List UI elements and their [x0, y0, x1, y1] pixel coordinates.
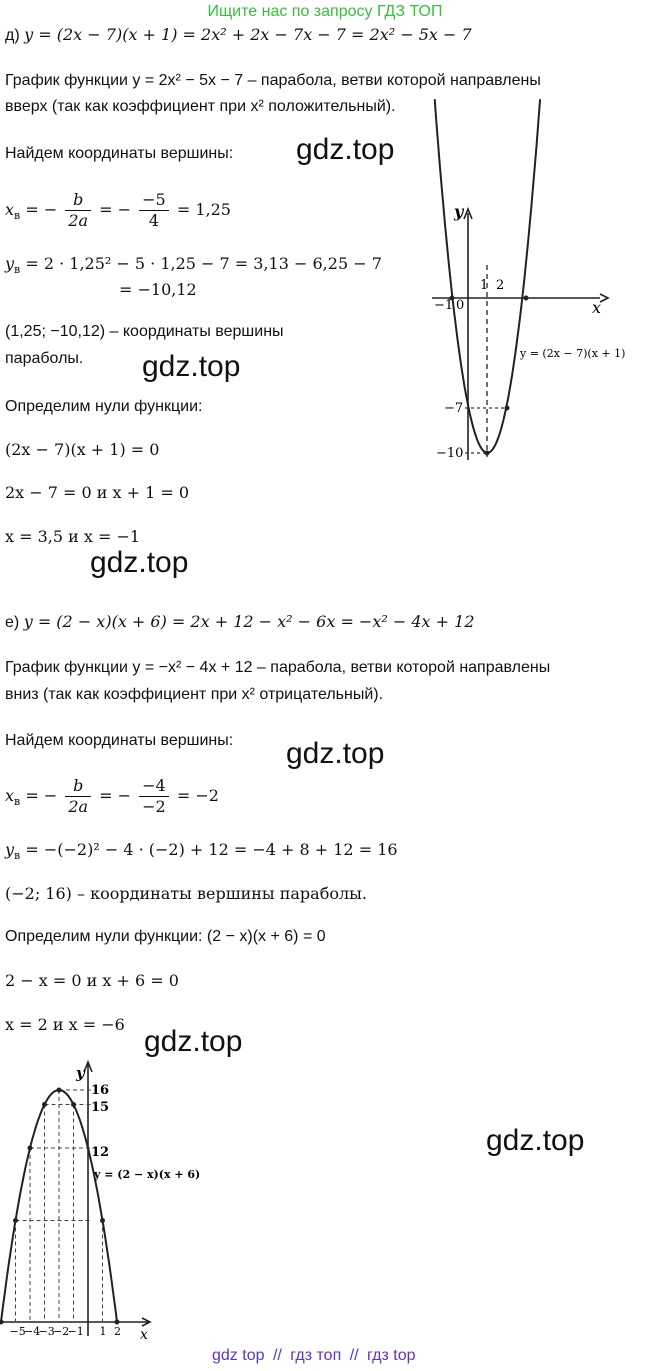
part-e-x-ticks [10, 1325, 122, 1338]
watermark: gdz.top [142, 350, 241, 383]
part-d-vertex-point [485, 451, 490, 456]
part-d-tick-neg10: −10 [436, 446, 464, 461]
part-e-point [28, 1146, 33, 1151]
part-d-label: д) [5, 27, 20, 44]
part-e-point [57, 1088, 62, 1093]
watermark: gdz.top [144, 1025, 243, 1058]
part-e-tick-15: 15 [91, 1100, 110, 1115]
part-d-xv-formula: $x_в$ = − $\frac{b}{2a}$ = − $\frac{-5}{4}$ = 1,25 [5, 190, 231, 230]
part-e-y-label: y [76, 1064, 85, 1082]
part-d-y-label: y [454, 202, 464, 221]
footer-link-2[interactable]: гдз топ [290, 1347, 342, 1364]
part-d-zeros-result: x = 3,5 и x = −1 [5, 527, 141, 546]
part-d-tick-neg1: −1 [434, 298, 454, 313]
part-e-point [115, 1320, 120, 1325]
part-e-label: е) [5, 614, 20, 631]
top-banner[interactable]: Ищите нас по запросу ГДЗ ТОП [207, 3, 443, 20]
watermark: gdz.top [286, 737, 385, 770]
part-e-zeros-result: x = 2 и x = −6 [5, 1015, 125, 1034]
part-e-point [71, 1102, 76, 1107]
part-e-x-tick: −2 [53, 1325, 70, 1338]
part-e-yv-line: $y_в = -(-2)^2 - 4 \cdot (-2) + 12 = -4 + 8 + 12 = 16$ [5, 840, 398, 863]
part-d-equation: y = (2x − 7)(x + 1) = 2x² + 2x − 7x − 7 = 2x² − 5x − 7 [24, 25, 472, 44]
part-d-graph [432, 202, 626, 461]
part-d-equation-line [5, 25, 472, 45]
part-e-point [42, 1102, 47, 1107]
part-d-tick-0: 0 [456, 298, 465, 313]
part-d-yv-line-2: = −10,12 [119, 280, 197, 299]
watermark: gdz.top [486, 1124, 585, 1157]
part-e-equation-line [5, 612, 475, 632]
part-e-zeros-split: 2 − x = 0 и x + 6 = 0 [5, 971, 179, 990]
part-e-x-tick: −1 [67, 1325, 84, 1338]
part-e-equation: y = (2 − x)(x + 6) = 2x + 12 − x² − 6x = −x² − 4x + 12 [23, 612, 475, 631]
part-e-x-tick: 2 [114, 1325, 121, 1338]
part-e-tick-12: 12 [91, 1145, 110, 1160]
part-d-vertex-heading: Найдем координаты вершины: [5, 145, 234, 162]
footer-links [210, 1347, 418, 1365]
part-d-zeros-heading: Определим нули функции: [5, 398, 203, 415]
part-e-tick-16: 16 [91, 1083, 110, 1098]
watermark: gdz.top [90, 546, 189, 579]
part-d-zeros-split: 2x − 7 = 0 и x + 1 = 0 [5, 483, 190, 502]
part-d-x-label: x [592, 298, 602, 317]
part-d-tick-neg7: −7 [444, 401, 464, 416]
part-e-vertex-result: (−2; 16) – координаты вершины параболы. [5, 884, 367, 903]
part-e-guide-lines [16, 1090, 103, 1322]
watermark: gdz.top [296, 133, 395, 166]
part-e-xv-formula: $x_в$ = − $\frac{b}{2a}$ = − $\frac{-4}{-2}$ = −2 [5, 776, 219, 816]
part-d-yv-line-1: $y_в = 2 \cdot 1,25^2 - 5 \cdot 1,25 - 7 = 3,13 - 6,25 - 7$ [5, 254, 382, 277]
footer-link-1[interactable]: gdz top [212, 1347, 265, 1364]
part-d-graph-text-2: вверх (так как коэффициент при x² положительный). [5, 98, 396, 115]
part-e-x-tick: −4 [24, 1325, 41, 1338]
footer-separator: // [272, 1347, 282, 1364]
part-e-vertex-heading: Найдем координаты вершины: [5, 732, 234, 749]
part-d-vertex-result-1: (1,25; −10,12) – координаты вершины [5, 323, 284, 340]
part-d-graph-text-1: График функции y = 2x² − 5x − 7 – парабола, ветви которой направлены [5, 72, 541, 89]
part-d-zeros-equation: (2x − 7)(x + 1) = 0 [5, 440, 160, 459]
part-d-point [505, 406, 510, 411]
part-e-graph-text-2: вниз (так как коэффициент при x² отрицательный). [5, 686, 384, 703]
part-e-graph [0, 1052, 200, 1342]
part-e-point [0, 1320, 4, 1325]
part-e-point [13, 1218, 18, 1223]
part-e-zeros-line: Определим нули функции: (2 − x)(x + 6) = 0 [5, 928, 326, 945]
part-e-x-tick: 1 [99, 1325, 107, 1338]
part-e-graph-text-1: График функции y = −x² − 4x + 12 – парабола, ветви которой направлены [5, 659, 551, 676]
part-e-x-tick: −5 [9, 1325, 26, 1338]
part-e-x-tick: −3 [38, 1325, 55, 1338]
footer-link-3[interactable]: гдз top [367, 1347, 416, 1364]
part-d-root-point [524, 296, 529, 301]
part-d-curve-label: y = (2x − 7)(x + 1) [520, 347, 626, 360]
part-d-graph-bg [432, 205, 610, 460]
part-d-tick-1: 1 [480, 278, 489, 293]
part-d-vertex-result-2: параболы. [5, 350, 84, 367]
part-e-x-label: x [140, 1327, 148, 1343]
part-e-point [100, 1218, 105, 1223]
part-d-tick-2: 2 [496, 278, 505, 293]
footer-separator: // [349, 1347, 359, 1364]
part-e-curve-label: y = (2 − x)(x + 6) [94, 1168, 201, 1181]
